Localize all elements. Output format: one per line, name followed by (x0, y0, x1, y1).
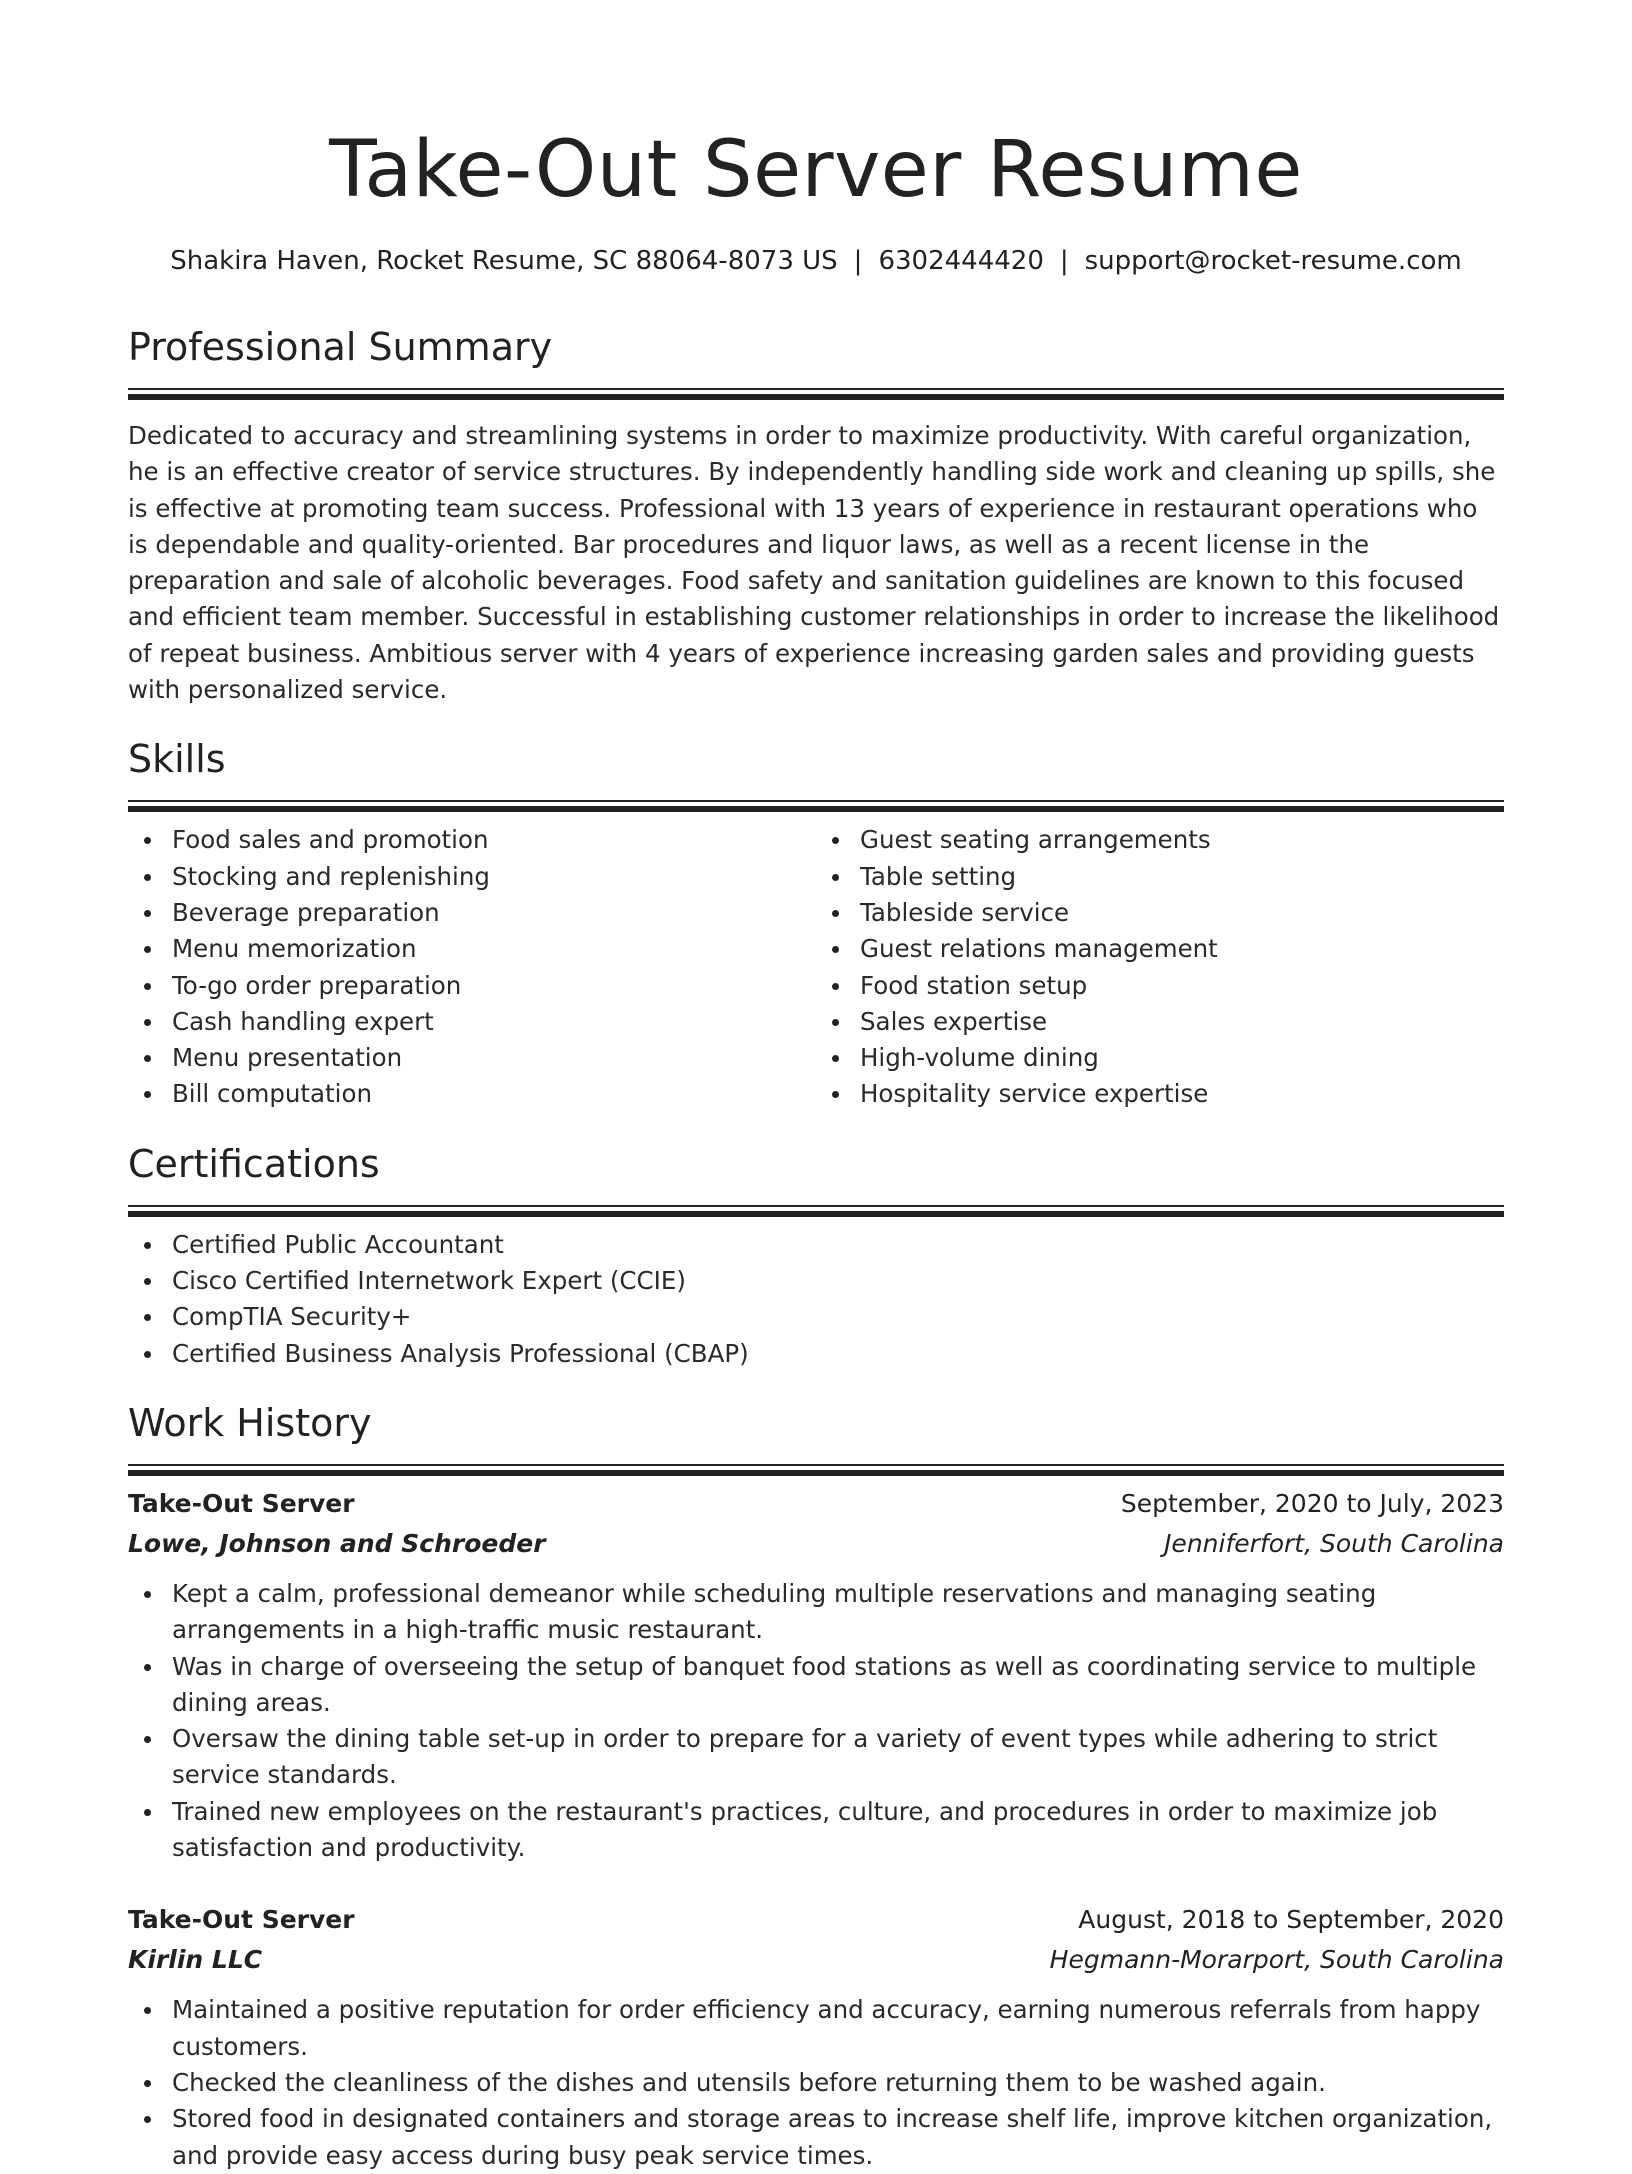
job-bullet: Maintained a positive reputation for order efficiency and accuracy, earning numerous referrals from happy customers. (172, 1992, 1504, 2065)
job-company-row (128, 1940, 1504, 1980)
job-location: Jenniferfort, South Carolina (1164, 1528, 1504, 1558)
skill-item: To-go order preparation (172, 968, 816, 1004)
skill-item: Menu presentation (172, 1040, 816, 1076)
job-dates: September, 2020 to July, 2023 (1120, 1488, 1504, 1518)
job-bullet: Stored food in designated containers and storage areas to increase shelf life, improve kitchen organization, and provide easy access during busy peak service times. (172, 2101, 1504, 2174)
contact-email: support@rocket-resume.com (1084, 246, 1462, 276)
job-company: Lowe, Johnson and Schroeder (128, 1528, 546, 1558)
certification-item: Certified Business Analysis Professional (CBAP) (172, 1336, 1504, 1372)
job-bullet: Checked the cleanliness of the dishes and utensils before returning them to be washed again. (172, 2065, 1504, 2101)
work-history-heading: Work History (128, 1400, 372, 1445)
skill-item: Hospitality service expertise (860, 1076, 1504, 1112)
skill-item: Table setting (860, 859, 1504, 895)
job-header-row (128, 1900, 1504, 1940)
summary-section (128, 324, 1504, 708)
skill-item: High-volume dining (860, 1040, 1504, 1076)
job-bullet: Kept a calm, professional demeanor while scheduling multiple reservations and managing seating arrangements in a high-traffic music restaurant. (172, 1576, 1504, 1649)
job-dates: August, 2018 to September, 2020 (1078, 1905, 1504, 1935)
job-location: Hegmann-Morarport, South Carolina (1049, 1945, 1504, 1975)
certification-item: CompTIA Security+ (172, 1299, 1504, 1335)
skill-item: Stocking and replenishing (172, 859, 816, 895)
certifications-list (128, 1227, 1504, 1372)
job-bullets (128, 1576, 1504, 1866)
skills-column-right (816, 822, 1504, 1112)
job-header-row (128, 1484, 1504, 1524)
skills-column-left (128, 822, 816, 1112)
skill-item: Tableside service (860, 895, 1504, 931)
certification-item: Certified Public Accountant (172, 1227, 1504, 1263)
job-entry (128, 1900, 1504, 2173)
section-divider (128, 800, 1504, 802)
skill-item: Food station setup (860, 968, 1504, 1004)
skills-heading: Skills (128, 737, 226, 782)
contact-line (128, 244, 1504, 278)
certifications-section (128, 1141, 1504, 1372)
resume-title: Take-Out Server Resume (329, 125, 1303, 215)
section-divider (128, 1464, 1504, 1466)
skill-item: Beverage preparation (172, 895, 816, 931)
job-bullet: Was in charge of overseeing the setup of banquet food stations as well as coordinating service to multiple dining areas. (172, 1649, 1504, 1722)
skills-grid (128, 822, 1504, 1112)
section-divider (128, 388, 1504, 390)
skill-item: Bill computation (172, 1076, 816, 1112)
job-bullet: Oversaw the dining table set-up in order to prepare for a variety of event types while adhering to strict service standards. (172, 1721, 1504, 1794)
job-company: Kirlin LLC (128, 1945, 263, 1975)
contact-phone: 6302444420 (878, 246, 1044, 276)
job-bullet: Trained new employees on the restaurant's practices, culture, and procedures in order to maximize job satisfaction and productivity. (172, 1794, 1504, 1867)
job-bullets (128, 1992, 1504, 2173)
contact-address: Shakira Haven, Rocket Resume, SC 88064-8073 US (170, 246, 838, 276)
skills-section (128, 736, 1504, 1112)
contact-separator: | (853, 246, 863, 276)
job-title: Take-Out Server (128, 1905, 355, 1935)
skill-item: Cash handling expert (172, 1004, 816, 1040)
summary-heading: Professional Summary (128, 325, 553, 369)
contact-separator: | (1059, 246, 1069, 276)
certification-item: Cisco Certified Internetwork Expert (CCIE) (172, 1263, 1504, 1299)
certifications-heading: Certifications (128, 1141, 380, 1186)
summary-text: Dedicated to accuracy and streamlining systems in order to maximize productivity. With careful organization, he is an effective creator of service structures. By independently handling side work and cleaning up spills, she is effective at promoting team success. Professional with 13 years of experience in restaurant operations who is dependable and quality-oriented. Bar procedures and liquor laws, as well as a recent license in the preparation and sale of alcoholic beverages. Food safety and sanitation guidelines are known to this focused and efficient team member. Successful in establishing customer relationships in order to increase the likelihood of repeat business. Ambitious server with 4 years of experience increasing garden sales and providing guests with personalized service. (128, 421, 1500, 705)
skill-item: Guest relations management (860, 931, 1504, 967)
skill-item: Food sales and promotion (172, 822, 816, 858)
work-history-section (128, 1400, 1504, 2174)
skill-item: Sales expertise (860, 1004, 1504, 1040)
skill-item: Guest seating arrangements (860, 822, 1504, 858)
job-entry (128, 1484, 1504, 1866)
skill-item: Menu memorization (172, 931, 816, 967)
section-divider (128, 1205, 1504, 1207)
job-title: Take-Out Server (128, 1488, 355, 1518)
job-company-row (128, 1524, 1504, 1564)
